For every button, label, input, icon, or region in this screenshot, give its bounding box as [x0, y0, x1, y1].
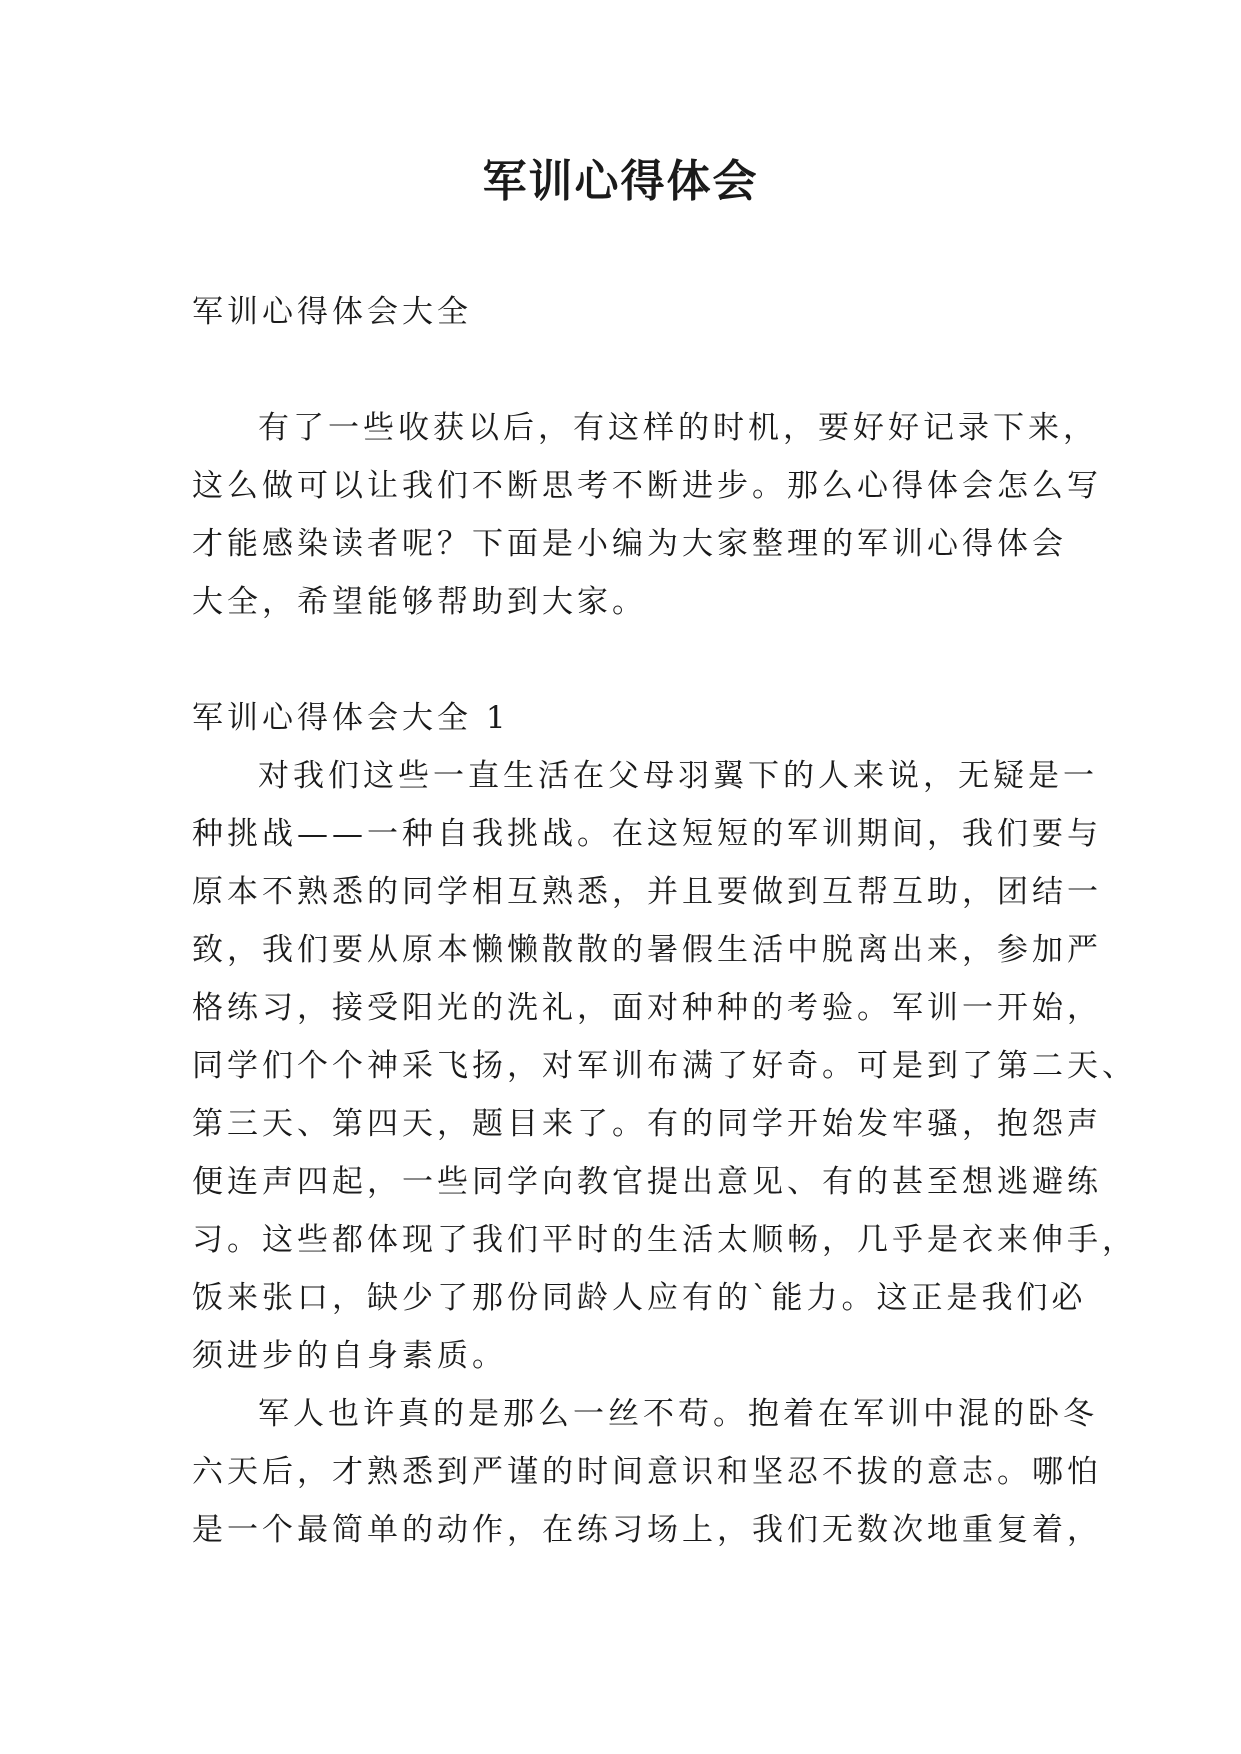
paragraph-line: 军人也许真的是那么一丝不苟。抱着在军训中混的卧冬 [258, 1396, 1098, 1432]
intro-line: 才能感染读者呢？下面是小编为大家整理的军训心得体会 [192, 526, 1067, 562]
section-heading: 军训心得体会大全 1 [192, 700, 510, 736]
paragraph-line: 便连声四起，一些同学向教官提出意见、有的甚至想逃避练 [192, 1164, 1102, 1200]
document-subtitle: 军训心得体会大全 [192, 294, 472, 330]
paragraph-line: 是一个最简单的动作，在练习场上，我们无数次地重复着， [192, 1512, 1102, 1548]
paragraph-line: 原本不熟悉的同学相互熟悉，并且要做到互帮互助，团结一 [192, 874, 1102, 910]
document-title: 军训心得体会 [482, 156, 759, 207]
paragraph-line: 须进步的自身素质。 [192, 1338, 507, 1374]
paragraph-line: 种挑战——一种自我挑战。在这短短的军训期间，我们要与 [192, 816, 1102, 852]
paragraph-line: 格练习，接受阳光的洗礼，面对种种的考验。军训一开始， [192, 990, 1102, 1026]
paragraph-line: 致，我们要从原本懒懒散散的暑假生活中脱离出来，参加严 [192, 932, 1102, 968]
intro-line: 大全，希望能够帮助到大家。 [192, 584, 647, 620]
intro-line: 这么做可以让我们不断思考不断进步。那么心得体会怎么写 [192, 468, 1102, 504]
paragraph-line: 饭来张口，缺少了那份同龄人应有的`能力。这正是我们必 [192, 1280, 1087, 1316]
paragraph-line: 第三天、第四天，题目来了。有的同学开始发牢骚，抱怨声 [192, 1106, 1102, 1142]
paragraph-line: 习。这些都体现了我们平时的生活太顺畅，几乎是衣来伸手， [192, 1222, 1137, 1258]
paragraph-line: 六天后，才熟悉到严谨的时间意识和坚忍不拔的意志。哪怕 [192, 1454, 1102, 1490]
paragraph-line: 对我们这些一直生活在父母羽翼下的人来说，无疑是一 [258, 758, 1098, 794]
intro-line: 有了一些收获以后，有这样的时机，要好好记录下来， [258, 410, 1098, 446]
paragraph-line: 同学们个个神采飞扬，对军训布满了好奇。可是到了第二天、 [192, 1048, 1137, 1084]
